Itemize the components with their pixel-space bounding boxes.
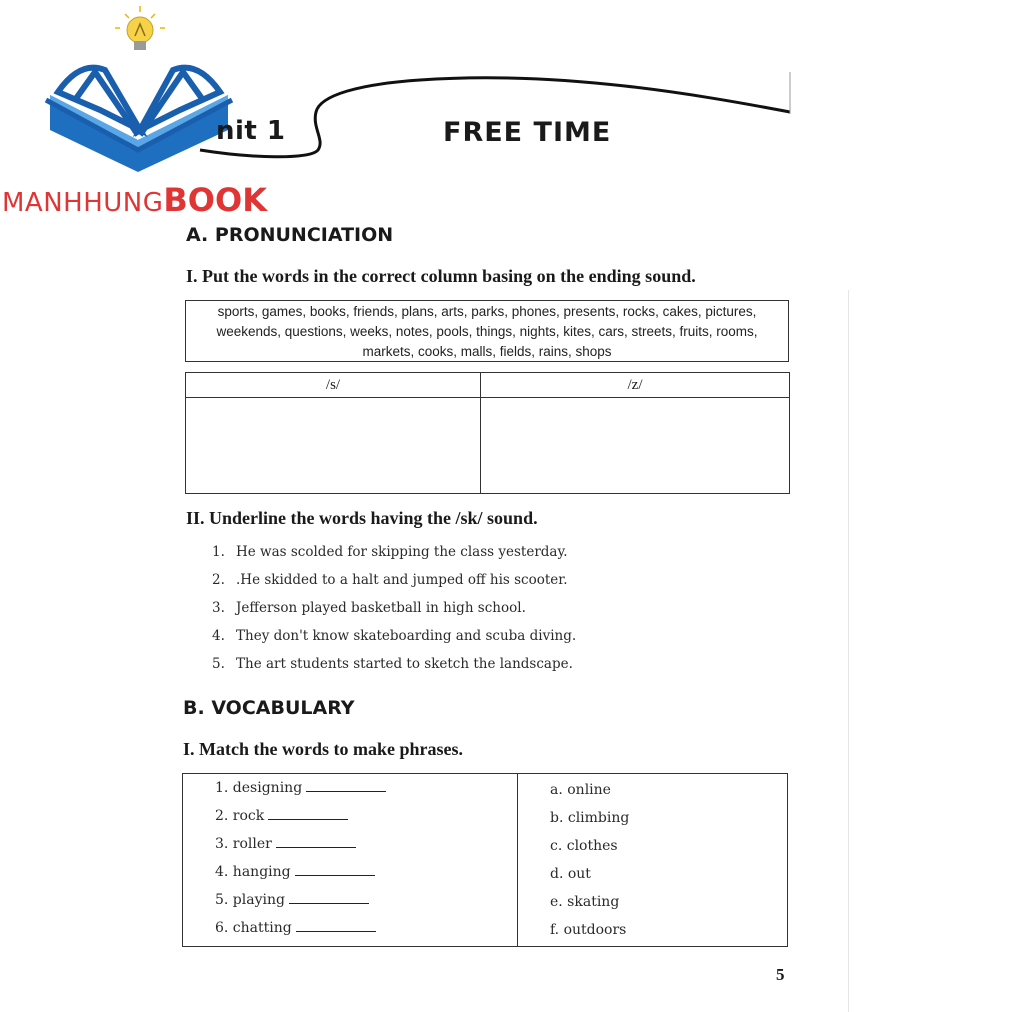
answer-cell-z[interactable]: [481, 398, 790, 494]
unit-title: FREE TIME: [443, 117, 612, 148]
match-right-item: a. online: [550, 782, 611, 798]
match-left-item: 6. chatting: [215, 916, 517, 944]
list-item: [212, 572, 568, 588]
brand-part2: BOOK: [163, 181, 267, 219]
match-right-item: e. skating: [550, 894, 620, 910]
item-number: 5.: [212, 656, 225, 672]
word-line: sports, games, books, friends, plans, arts, parks, phones, presents, rocks, cakes, pictures,: [217, 304, 757, 319]
match-table: [182, 773, 788, 947]
match-right-column: [518, 774, 788, 947]
unit-label: nit 1: [216, 116, 286, 146]
column-header-z: /z/: [481, 373, 790, 398]
match-left-item: 3. roller: [215, 832, 517, 860]
task-b1-heading: I. Match the words to make phrases.: [183, 739, 463, 759]
match-left-item: 1. designing: [215, 776, 517, 804]
list-item: [212, 628, 576, 644]
match-right-item: c. clothes: [550, 838, 618, 854]
match-right-item: f. outdoors: [550, 922, 627, 938]
sound-table: [185, 372, 790, 494]
answer-blank[interactable]: [306, 779, 386, 792]
match-left-item: 4. hanging: [215, 860, 517, 888]
item-text: He was scolded for skipping the class yesterday.: [236, 544, 568, 560]
answer-cell-s[interactable]: [186, 398, 481, 494]
answer-blank[interactable]: [289, 891, 369, 904]
task-a2-heading: II. Underline the words having the /sk/ sound.: [186, 508, 538, 528]
brand-logo-text: [2, 181, 267, 219]
match-right-item: d. out: [550, 866, 591, 882]
open-book-lightbulb-icon: [46, 6, 232, 172]
word-box: [185, 300, 789, 362]
task-a1-heading: I. Put the words in the correct column basing on the ending sound.: [186, 266, 696, 286]
item-text: The art students started to sketch the landscape.: [236, 656, 573, 672]
list-item: [212, 656, 573, 672]
match-left-item: 5. playing: [215, 888, 517, 916]
item-number: 4.: [212, 628, 225, 644]
answer-blank[interactable]: [296, 919, 376, 932]
item-number: 2.: [212, 572, 225, 588]
section-a-heading: A. PRONUNCIATION: [186, 224, 394, 246]
page-number: 5: [776, 965, 785, 984]
page-edge: [848, 290, 849, 1012]
item-number: 1.: [212, 544, 225, 560]
item-text: .He skidded to a halt and jumped off his scooter.: [236, 572, 568, 588]
item-text: They don't know skateboarding and scuba diving.: [236, 628, 577, 644]
answer-blank[interactable]: [268, 807, 348, 820]
item-text: Jefferson played basketball in high school.: [236, 600, 526, 616]
answer-blank[interactable]: [276, 835, 356, 848]
match-left-item: 2. rock: [215, 804, 517, 832]
item-number: 3.: [212, 600, 225, 616]
word-line: markets, cooks, malls, fields, rains, shops: [362, 344, 612, 359]
column-header-s: /s/: [186, 373, 481, 398]
match-left-column: [183, 774, 518, 947]
list-item: [212, 544, 568, 560]
list-item: [212, 600, 526, 616]
match-right-item: b. climbing: [550, 810, 630, 826]
word-line: weekends, questions, weeks, notes, pools, things, nights, kites, cars, streets, fruits, rooms,: [216, 324, 758, 339]
section-b-heading: B. VOCABULARY: [183, 697, 355, 719]
answer-blank[interactable]: [295, 863, 375, 876]
brand-part1: MANHHUNG: [2, 188, 164, 218]
